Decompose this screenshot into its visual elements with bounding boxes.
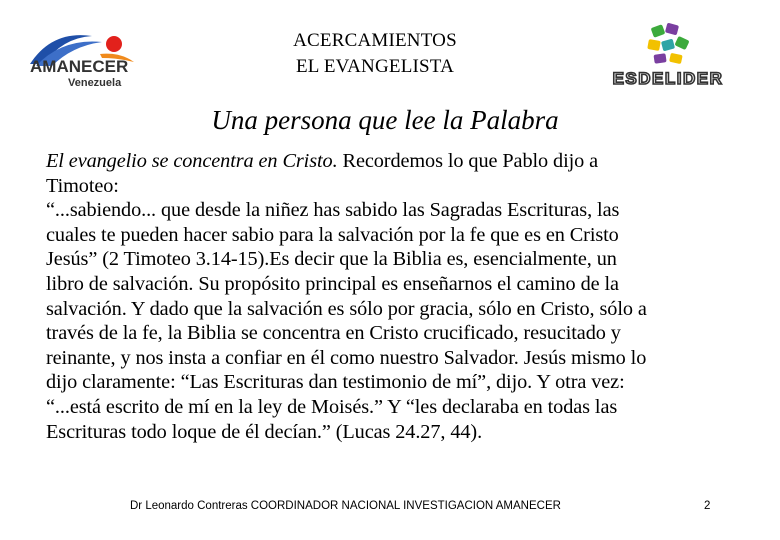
body-line: “...sabiendo... que desde la niñez has sabido las Sagradas Escrituras, las xyxy=(46,199,620,222)
body-line-rest: Recordemos lo que Pablo dijo a xyxy=(337,150,599,172)
body-line: cuales te pueden hacer sabio para la salvación por la fe que es en Cristo xyxy=(46,223,619,246)
footer-author: Dr Leonardo Contreras COORDINADOR NACIONAL INVESTIGACION AMANECER xyxy=(130,500,561,512)
svg-text:AMANECER: AMANECER xyxy=(30,57,129,76)
body-line: Timoteo: xyxy=(46,174,119,197)
body-line xyxy=(46,149,776,174)
body-line: salvación. Y dado que la salvación es sólo por gracia, sólo en Cristo, sólo a xyxy=(46,297,647,320)
header-title xyxy=(250,28,500,80)
body-line: libro de salvación. Su propósito principal es enseñarnos el camino de la xyxy=(46,272,619,295)
svg-text:Venezuela: Venezuela xyxy=(68,77,122,89)
body-line: través de la fe, la Biblia se concentra en Cristo crucificado, resucitado y xyxy=(46,322,621,345)
amanecer-logo-icon xyxy=(22,24,144,94)
slide-subtitle: Una persona que lee la Palabra xyxy=(211,105,559,135)
esdelider-logo-icon xyxy=(592,20,744,90)
esdelider-logo xyxy=(592,20,744,90)
body-line: Escrituras todo loque de él decían.” (Lucas 24.27, 44). xyxy=(46,420,483,443)
body-text xyxy=(46,149,776,444)
page-number: 2 xyxy=(704,500,711,512)
header-title-line2: EL EVANGELISTA xyxy=(295,56,454,77)
amanecer-logo xyxy=(22,24,144,94)
body-emphasis: El evangelio se concentra en Cristo. xyxy=(46,150,338,172)
body-line: Jesús” (2 Timoteo 3.14-15).Es decir que la Biblia es, esencialmente, un xyxy=(46,248,617,271)
body-line: reinante, y nos insta a confiar en él como nuestro Salvador. Jesús mismo lo xyxy=(46,346,647,369)
body-line: dijo claramente: “Las Escrituras dan testimonio de mí”, dijo. Y otra vez: xyxy=(46,371,625,394)
body-line: “...está escrito de mí en la ley de Moisés.” Y “les declaraba en todas las xyxy=(46,395,618,418)
header-title-line1: ACERCAMIENTOS xyxy=(293,30,457,51)
svg-text:ESDELIDER: ESDELIDER xyxy=(612,69,724,88)
